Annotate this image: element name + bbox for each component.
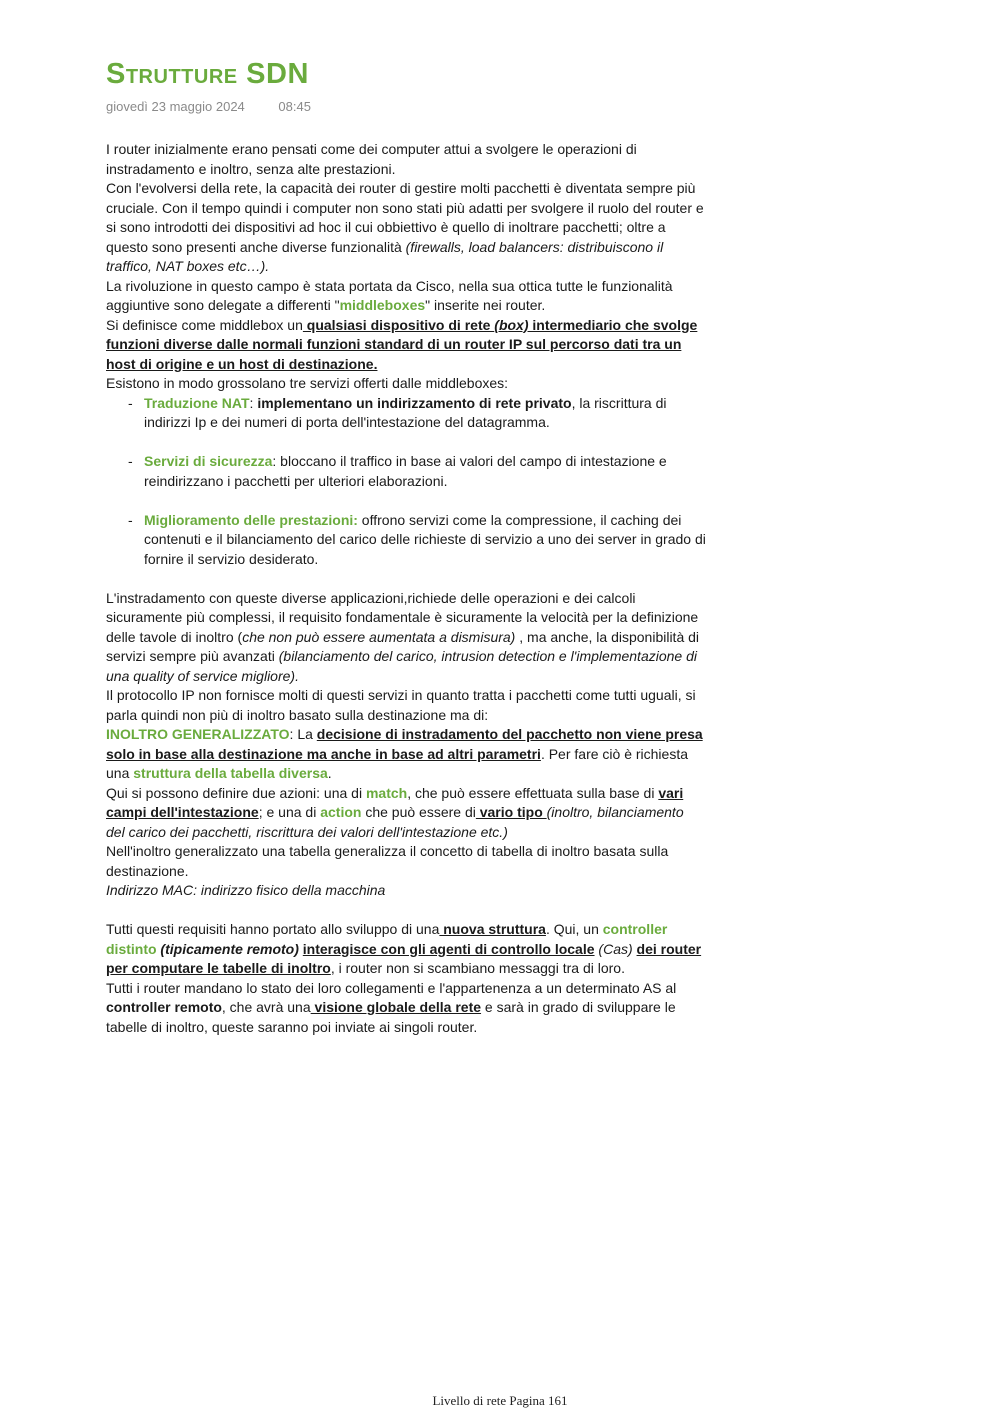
page-footer: Livello di rete Pagina 161: [432, 1393, 568, 1408]
list-item-title: Traduzione NAT: [144, 394, 250, 411]
text: ; e una di: [258, 804, 321, 820]
text: Si definisce come middlebox un: [106, 316, 303, 333]
text: Tutti questi requisiti hanno portato allo sviluppo di una: [106, 921, 440, 937]
paragraph-ip: Il protocollo IP non fornisce molti di questi servizi in quanto tratta i pacchetti come tutti uguali, si parla quindi non più di inoltro basato sulla destinazione ma di:: [106, 687, 696, 723]
text: Tutti i router mandano lo stato dei loro collegamenti e l'appartenenza a un determinato AS al: [106, 979, 677, 996]
text: Con l'evolversi della rete, la capacità dei router di gestire molti pacchetti è diventata sempre più cruciale. Con il tempo quindi i computer non sono stati più adatti per svolgere il ruolo del router e si sono introdotti dei dispositivi ad hoc il cui obbiettivo è quello di inoltrare pacchetti; oltre a questo sono presenti anche diverse funzionalità: [106, 180, 704, 255]
text: , la riscrittura di indirizzi Ip e dei numeri di porta dell'intestazione del datagramma.: [144, 394, 667, 430]
paragraph-middlebox-definition: [106, 316, 706, 375]
text: che può essere di: [361, 804, 476, 820]
text: Qui si possono definire due azioni: una di: [106, 784, 366, 801]
paragraph-new-structure: [106, 920, 706, 979]
paragraph-mac: Indirizzo MAC: indirizzo fisico della macchina: [106, 882, 386, 898]
spacer: [106, 901, 706, 921]
list-item-title: Servizi di sicurezza: [144, 453, 273, 469]
paragraph-evolution: [106, 179, 706, 277]
dash-bullet: -: [128, 394, 133, 411]
text: . Per fare ciò è richiesta una: [106, 745, 688, 781]
underlined-text: interagisce con gli agenti di controllo locale: [302, 940, 595, 957]
paragraph-cisco: [106, 277, 706, 316]
dash-bullet: -: [128, 453, 133, 469]
underlined-text: visione globale della rete: [310, 999, 482, 1015]
text-italic: (inoltro, bilanciamento del carico dei pacchetti, riscrittura dei valori dell'intestazione etc.): [106, 804, 684, 840]
highlight-action: action: [320, 804, 362, 820]
highlight-generalized-forwarding: INOLTRO GENERALIZZATO: [106, 726, 290, 742]
list-item-nat: [106, 394, 706, 433]
paragraph-routing: [106, 589, 706, 687]
list-item-performance: [106, 511, 706, 570]
text: L'instradamento con queste diverse applicazioni,richiede delle operazioni e dei calcoli sicuramente più complessi, il requisito fondamentale è sicuramente la velocità per la definizione delle tavole di inoltro (: [106, 589, 699, 645]
text-italic: che non può essere aumentata a dismisura): [242, 628, 516, 645]
list-item-security: [106, 452, 706, 491]
underlined-text: vari campi dell'intestazione: [106, 784, 684, 820]
text: offrono servizi come la compressione, il caching dei contenuti e il bilanciamento del carico delle richieste di servizio a uno dei server in grado di fornire il servizio desiderato.: [144, 511, 706, 567]
underlined-text: nuova struttura: [439, 921, 546, 937]
underlined-text: qualsiasi dispositivo di rete: [302, 316, 495, 333]
underlined-text: decisione di instradamento del pacchetto non viene presa solo in base alla destinazione ma anche in base ad altri parametri: [106, 726, 703, 762]
page-date: giovedì 23 maggio 2024: [106, 99, 245, 114]
text: .: [327, 765, 332, 781]
text: : bloccano il traffico in base ai valori del campo di intestazione e reindirizzano i pacchetti per ulteriori elaborazioni.: [144, 453, 667, 489]
text: e sarà in grado di sviluppare le tabelle di inoltro, queste saranno poi inviate ai singoli router.: [106, 999, 676, 1035]
underlined-text: intermediario che svolge funzioni diverse dalle normali funzioni standard di un router IP sul percorso dati tra un host di origine e un host di destinazione.: [106, 316, 698, 372]
text: , che può essere effettuata sulla base di: [407, 784, 659, 801]
paragraph-generalized-table: Nell'inoltro generalizzato una tabella generalizza il concetto di tabella di inoltro basata sulla destinazione.: [106, 843, 669, 879]
text-italic: (Cas): [594, 940, 637, 957]
paragraph-actions: [106, 784, 706, 843]
paragraph-services-intro: Esistono in modo grossolano tre servizi offerti dalle middleboxes:: [106, 375, 509, 391]
text: : La: [289, 726, 317, 742]
text: , i router non si scambiano messaggi tra di loro.: [330, 960, 625, 976]
text: , ma anche, la disponibilità di servizi sempre più avanzati: [106, 628, 700, 664]
page-meta: [106, 99, 311, 114]
text: " inserite nei router.: [425, 297, 546, 313]
text: . Qui, un: [545, 921, 603, 937]
highlight-table-structure: struttura della tabella diversa: [133, 765, 328, 781]
text-italic: (firewalls, load balancers: distribuiscono il traffico, NAT boxes etc…).: [106, 238, 664, 274]
note-body: [106, 140, 706, 1037]
underlined-text: dei router per computare le tabelle di inoltro: [106, 940, 702, 976]
services-list: [106, 394, 706, 570]
dash-bullet: -: [128, 511, 133, 528]
highlight-middleboxes: middleboxes: [339, 297, 426, 313]
highlight-controller: controller distinto: [106, 921, 668, 957]
highlight-match: match: [365, 784, 408, 801]
list-item-title: Miglioramento delle prestazioni:: [144, 511, 358, 528]
paragraph-generalized: [106, 725, 706, 784]
paragraph-remote-controller: [106, 979, 706, 1038]
text-italic: (bilanciamento del carico, intrusion detection e l'implementazione di una quality of service migliore).: [106, 648, 697, 684]
page-time: 08:45: [278, 99, 311, 114]
text: , che avrà una: [221, 999, 311, 1015]
text: La rivoluzione in questo campo è stata portata da Cisco, nella sua ottica tutte le funzionalità aggiuntive sono delegate a differenti ": [106, 277, 673, 313]
underlined-text: vario tipo: [475, 804, 547, 820]
text: :: [249, 394, 258, 411]
page-title: Strutture SDN: [106, 58, 309, 90]
text-bold: controller remoto: [106, 999, 222, 1015]
underlined-italic-text: (box): [494, 316, 529, 333]
paragraph-intro: I router inizialmente erano pensati come dei computer attui a svolgere le operazioni di instradamento e inoltro, senza alte prestazioni.: [106, 141, 637, 177]
text-bold-italic: (tipicamente remoto): [156, 940, 299, 957]
text-bold: implementano un indirizzamento di rete privato: [257, 394, 572, 411]
